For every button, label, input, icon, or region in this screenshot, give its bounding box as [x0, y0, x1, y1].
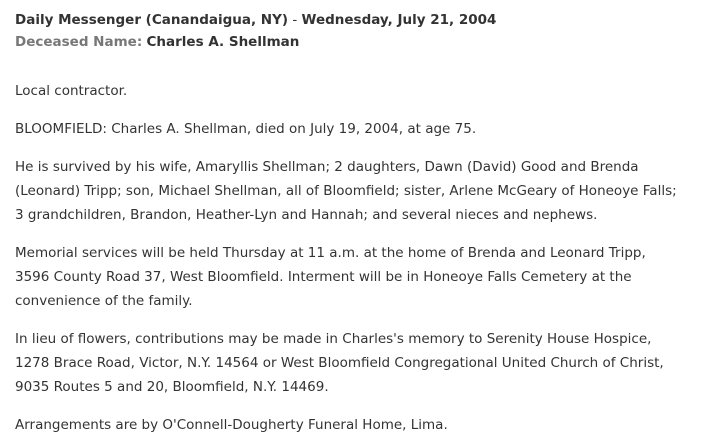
contributions-line: 9035 Routes 5 and 20, Bloomfield, N.Y. 14469. — [15, 379, 329, 395]
survivors-paragraph — [15, 155, 715, 227]
deceased-label: Deceased Name: — [15, 34, 143, 50]
contributions-paragraph — [15, 327, 715, 399]
services-line: 3596 County Road 37, West Bloomfield. Interment will be in Honeoye Falls Cemetery at the — [15, 269, 632, 285]
services-line: Memorial services will be held Thursday at 11 a.m. at the home of Brenda and Leonard Tripp, — [15, 245, 646, 261]
survivors-line: He is survived by his wife, Amaryllis Shellman; 2 daughters, Dawn (David) Good and Brenda — [15, 159, 639, 175]
death-notice-paragraph: BLOOMFIELD: Charles A. Shellman, died on July 19, 2004, at age 75. — [15, 121, 477, 137]
survivors-line: 3 grandchildren, Brandon, Heather-Lyn and Hannah; and several nieces and nephews. — [15, 207, 598, 223]
deceased-name: Charles A. Shellman — [146, 34, 300, 50]
services-line: convenience of the family. — [15, 293, 193, 309]
publication-date: Wednesday, July 21, 2004 — [301, 12, 497, 28]
survivors-line: (Leonard) Tripp; son, Michael Shellman, all of Bloomfield; sister, Arlene McGeary of Honeoye Falls; — [15, 183, 677, 199]
deceased-line — [15, 31, 715, 53]
summary-paragraph: Local contractor. — [15, 83, 128, 99]
header-separator: - — [288, 12, 302, 28]
contributions-line: 1278 Brace Road, Victor, N.Y. 14564 or West Bloomfield Congregational United Church of Christ, — [15, 355, 664, 371]
services-paragraph — [15, 241, 715, 313]
newspaper-name: Daily Messenger (Canandaigua, NY) — [15, 12, 289, 28]
publication-line — [15, 9, 715, 31]
contributions-line: In lieu of flowers, contributions may be made in Charles's memory to Serenity House Hospice, — [15, 331, 652, 347]
obituary-body — [15, 79, 715, 437]
arrangements-paragraph: Arrangements are by O'Connell-Dougherty Funeral Home, Lima. — [15, 417, 448, 433]
